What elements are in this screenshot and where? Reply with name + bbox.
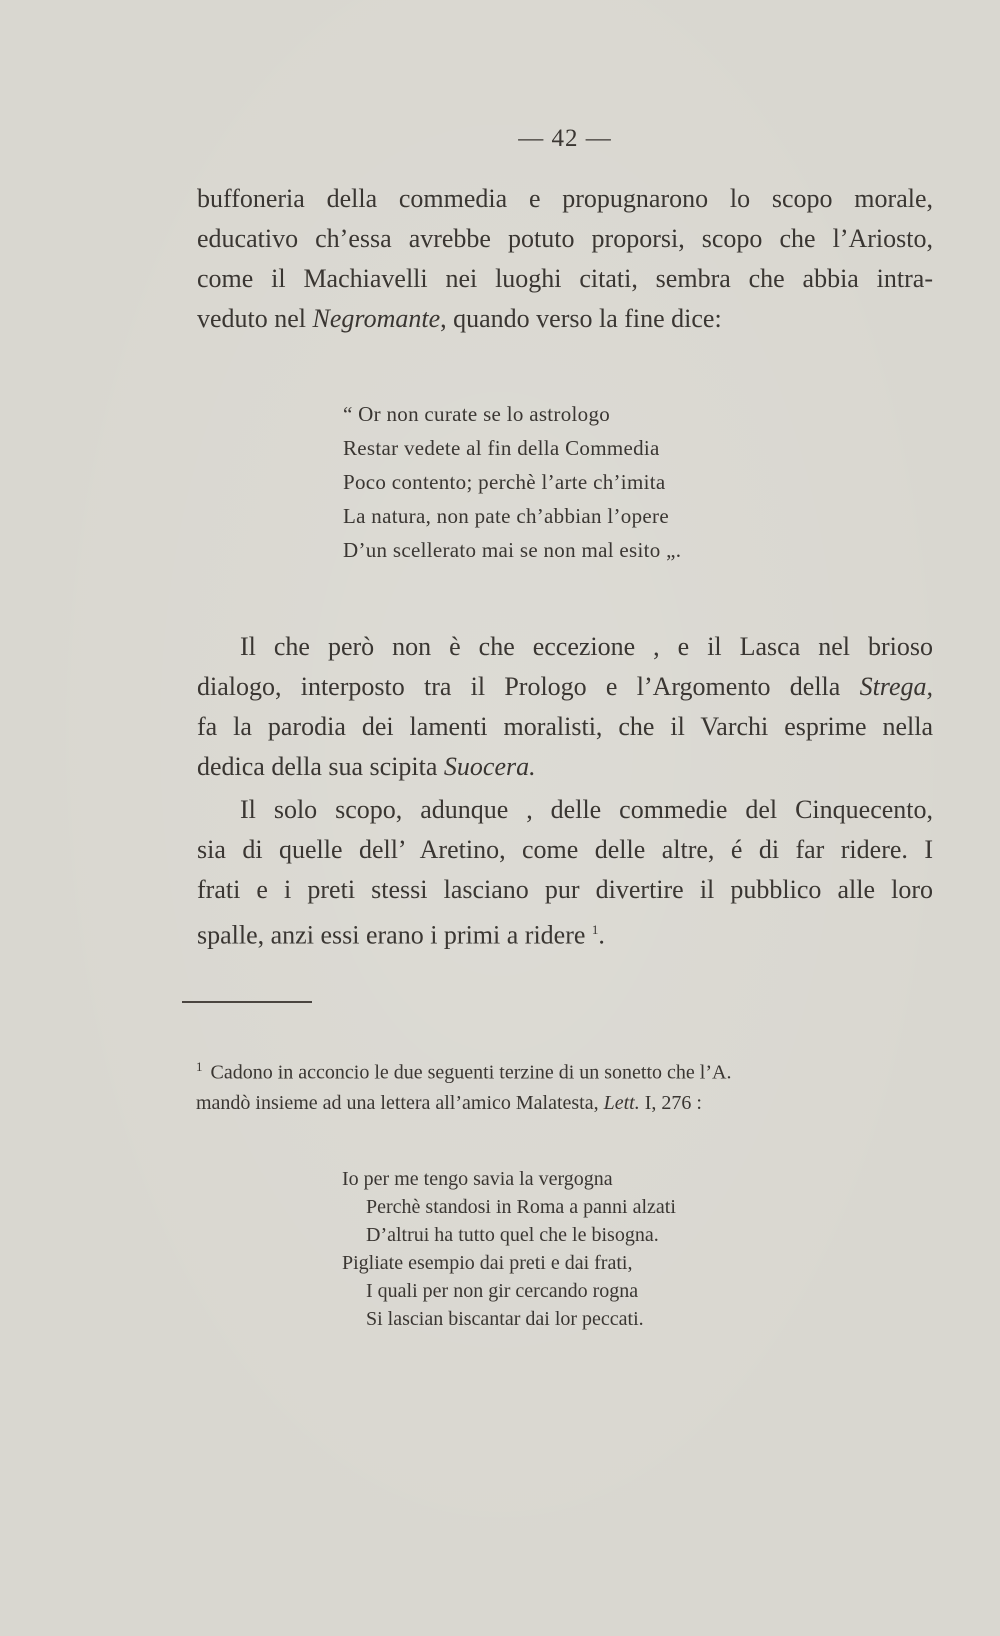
page-number: — 42 — [518,125,612,152]
line-text: , quando verso la fine dice: [440,304,722,333]
line-text: I, 276 : [639,1091,702,1114]
sonnet-line: D’altrui ha tutto quel che le bisogna. [366,1224,659,1246]
sonnet-line: Si lascian biscantar dai lor peccati. [366,1308,644,1330]
verse-quote [343,397,681,567]
paragraph-line: buffoneria della commedia e propugnarono lo scopo morale, [197,184,933,213]
footnote-line [196,1052,936,1088]
sonnet-line: I quali per non gir cercando rogna [366,1280,639,1302]
italic-abbrev-lett: Lett. [603,1091,640,1114]
line-text: spalle, anzi essi erano i primi a ridere [197,920,592,950]
paragraph-line: fa la parodia dei lamenti moralisti, che il Varchi esprime nella [197,712,933,741]
footnote-reference[interactable]: 1 [591,922,599,937]
paragraph-line [197,667,933,707]
verse-line: D’un scellerato mai se non mal esito „. [343,538,682,562]
paragraph-line [197,299,933,339]
paragraph-3 [197,790,933,956]
paragraph-2 [197,627,933,787]
paragraph-line [197,910,933,956]
sonnet-line: Io per me tengo savia la vergogna [342,1168,613,1190]
line-text: . [598,920,605,950]
line-text: dialogo, interposto tra il Prologo e l’Argomento della [197,672,860,701]
paragraph-line: Il solo scopo, adunque , delle commedie del Cinquecento, [240,795,933,824]
paragraph-line: educativo ch’essa avrebbe potuto proporsi, scopo che l’Ariosto, [197,224,933,253]
italic-title-negromante: Negromante [312,304,441,333]
verse-line: Restar vedete al fin della Commedia [343,436,660,460]
paragraph-line: come il Machiavelli nei luoghi citati, sembra che abbia intra- [197,264,933,293]
line-text: dedica della sua scipita [197,752,444,781]
sonnet-line: Pigliate esempio dai preti e dai frati, [342,1252,633,1274]
footnote-divider [182,1001,312,1003]
sonnet-line: Perchè standosi in Roma a panni alzati [366,1196,676,1218]
line-text: Cadono in acconcio le due seguenti terzine di un sonetto che l’A. [210,1061,732,1084]
italic-title-suocera: Suocera. [443,752,536,781]
italic-title-strega: Strega, [859,672,933,701]
footnote-mark: 1 [196,1059,203,1074]
paragraph-line: Il che però non è che eccezione , e il Lasca nel brioso [240,632,933,661]
footnote-line [196,1088,936,1118]
line-text: mandò insieme ad una lettera all’amico Malatesta, [196,1091,604,1114]
paragraph-line: frati e i preti stessi lasciano pur divertire il pubblico alle loro [197,875,933,904]
sonnet-quote [342,1165,676,1333]
paragraph-line [197,747,933,787]
verse-line: Poco contento; perchè l’arte ch’imita [343,470,666,494]
paragraph-1 [197,179,933,339]
footnote [196,1052,936,1118]
verse-line: “ Or non curate se lo astrologo [343,402,611,426]
paragraph-line: sia di quelle dell’ Aretino, come delle altre, é di far ridere. I [197,835,933,864]
line-text: veduto nel [197,304,313,333]
verse-line: La natura, non pate ch’abbian l’opere [343,504,669,528]
